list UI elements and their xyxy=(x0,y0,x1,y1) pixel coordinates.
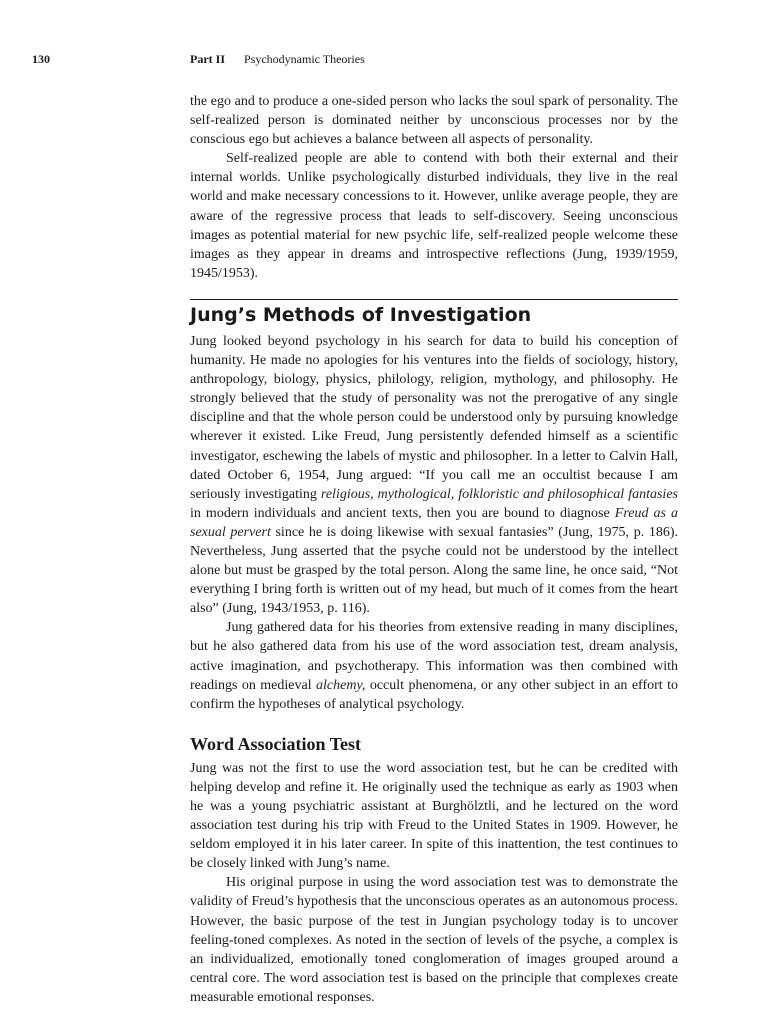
methods-paragraph-2 xyxy=(190,618,678,713)
section-heading-methods: Jung’s Methods of Investigation xyxy=(190,303,532,326)
methods-p2-text-a: Jung gathered data for his theories from extensive reading in many disciplines, but he also gathered data from his use of the word association test, dream analysis, active imagination, and psychotherapy. This information was then combined with readings on medieval xyxy=(190,620,678,693)
running-head xyxy=(32,52,736,70)
intro-paragraph-1: the ego and to produce a one-sided person who lacks the soul spark of personality. The self-realized person is dominated neither by unconscious processes nor by the conscious ego but achieves a balance between all aspects of personality. xyxy=(190,94,678,148)
intro-paragraph-2: Self-realized people are able to contend with both their external and their internal worlds. Unlike psychologically disturbed individuals, they live in the real world and make necessary concessions to it. However, unlike average people, they are aware of the regressive process that leads to self-discovery. Seeing unconscious images as potential material for new psychic life, self-realized people welcome these images as they appear in dreams and introspective reflections (Jung, 1939/1959, 1945/1953). xyxy=(190,151,678,281)
methods-p1-emphasis-2: Freud as a sexual pervert xyxy=(190,505,678,540)
subsection-heading-word-association: Word Association Test xyxy=(190,733,362,754)
methods-p1-text-a: Jung looked beyond psychology in his search for data to build his conception of humanity. He made no apologies for his ventures into the fields of sociology, history, anthropology, biology, physics, philology, religion, mythology, and philosophy. He strongly believed that the study of personality was not the prerogative of any single discipline and that the whole person could be understood only by pursuing knowledge wherever it existed. Like Freud, Jung persistently defended himself as a scientific investigator, eschewing the labels of mystic and philosopher. In a letter to Calvin Hall, dated October 6, 1954, Jung argued: “If you call me an occultist because I am seriously investigating xyxy=(190,333,678,502)
methods-p1-text-b: in modern individuals and ancient texts, then you are bound to diagnose xyxy=(190,505,615,521)
word-association-paragraph-2: His original purpose in using the word association test was to demonstrate the validity of Freud’s hypothesis that the unconscious operates as an autonomous process. However, the basic purpose of the test in Jungian psychology today is to uncover feeling-toned complexes. As noted in the section of levels of the psyche, a complex is an individualized, emotionally toned conglomeration of images grouped around a central core. The word association test is based on the principle that complexes create measurable emotional responses. xyxy=(190,875,678,1005)
methods-p1-text-c: since he is doing likewise with sexual fantasies” (Jung, 1975, p. 186). Nevertheless, Jung asserted that the psyche could not be understood by the intellect alone but must be grasped by the total person. Along the same line, he once said, “Not everything I bring forth is written out of my head, but much of it comes from the heart also” (Jung, 1943/1953, p. 116). xyxy=(190,524,679,617)
part-title: Psychodynamic Theories xyxy=(244,52,365,66)
methods-p1-emphasis-1: religious, mythological, folkloristic and philosophical fantasies xyxy=(320,486,678,502)
part-label: Part II xyxy=(190,52,225,66)
methods-p2-text-b: occult phenomena, or any other subject in an effort to confirm the hypotheses of analytical psychology. xyxy=(190,677,678,712)
methods-paragraph-1 xyxy=(190,332,678,618)
word-association-paragraph-1: Jung was not the first to use the word association test, but he can be credited with helping develop and refine it. He originally used the technique as early as 1903 when he was a young psychiatric assistant at Burghölztli, and he lectured on the word association test during his trip with Freud to the United States in 1909. However, he seldom employed it in his later career. In spite of this inattention, the test continues to be closely linked with Jung’s name. xyxy=(190,760,678,872)
section-divider xyxy=(190,299,678,300)
text-column xyxy=(190,92,678,1007)
page-number: 130 xyxy=(32,52,50,66)
methods-p2-emphasis: alchemy, xyxy=(316,677,366,693)
